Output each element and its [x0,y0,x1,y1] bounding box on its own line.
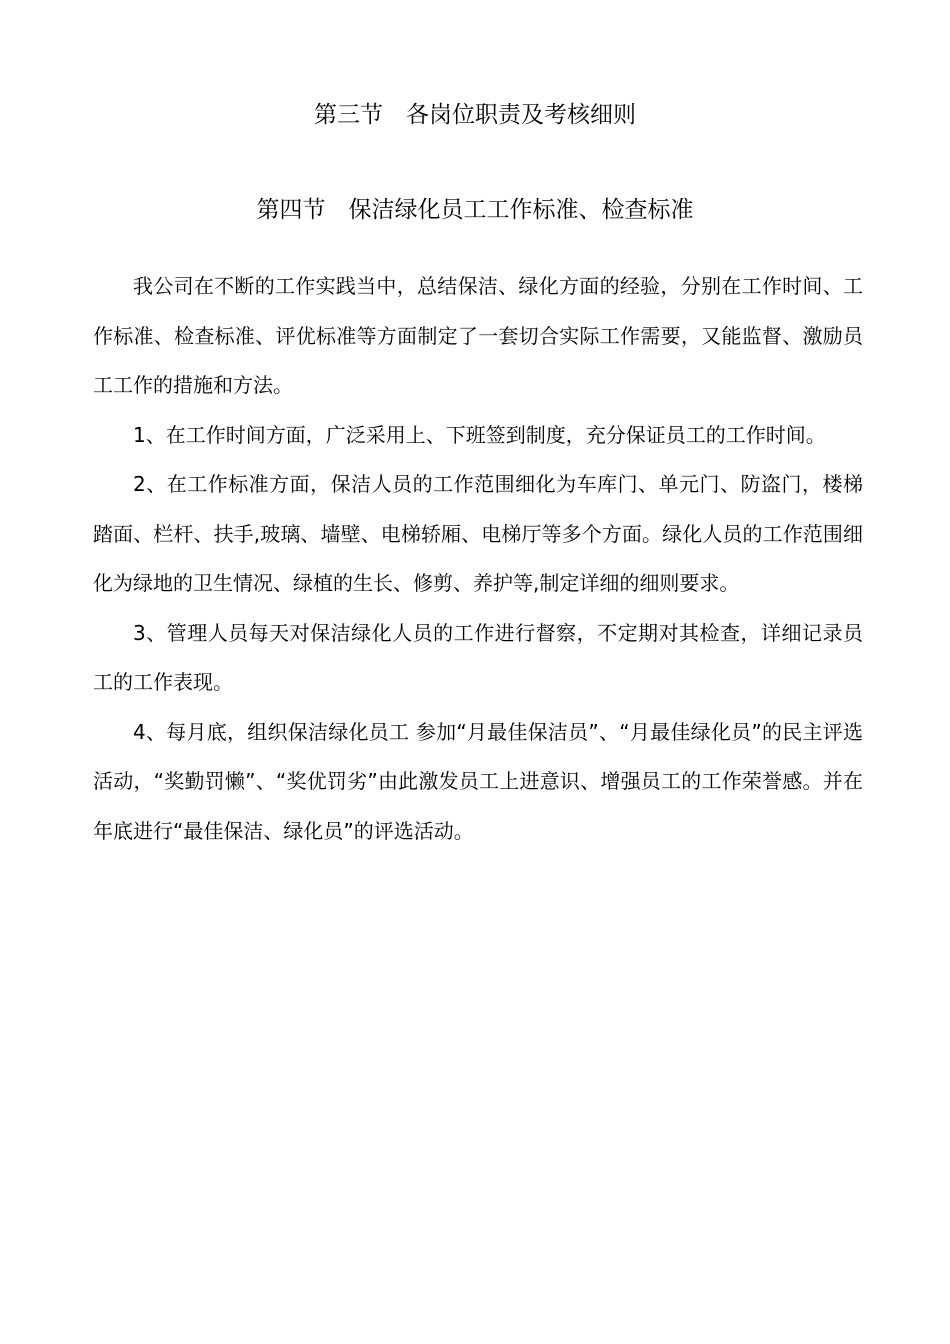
paragraph-4-evaluation: 4、每月底，组织保洁绿化员工 参加“月最佳保洁员”、“月最佳绿化员”的民主评选活动，“奖勤罚懒”、“奖优罚劣”由此激发员工上进意识、增强员工的工作荣誉感。并在年底进行“最佳保洁、绿化员”的评选活动。 [93,719,863,843]
paragraph-1-work-time: 1、在工作时间方面，广泛采用上、下班签到制度，充分保证员工的工作时间。 [133,422,826,447]
paragraph-3-supervision: 3、管理人员每天对保洁绿化人员的工作进行督察，不定期对其检查，详细记录员工的工作表现。 [93,620,863,694]
intro-paragraph: 我公司在不断的工作实践当中，总结保洁、绿化方面的经验，分别在工作时间、工作标准、检查标准、评优标准等方面制定了一套切合实际工作需要，又能监督、激励员工工作的措施和方法。 [93,274,863,397]
section-3-title: 第三节 各岗位职责及考核细则 [314,102,636,128]
body-text [93,262,863,856]
section-4-title: 第四节 保洁绿化员工工作标准、检查标准 [256,197,694,223]
paragraph-2-work-standard: 2、在工作标准方面，保洁人员的工作范围细化为车库门、单元门、防盗门，楼梯踏面、栏杆、扶手,玻璃、墙壁、电梯轿厢、电梯厅等多个方面。绿化人员的工作范围细化为绿地的卫生情况、绿植的生长、修剪、养护等,制定详细的细则要求。 [93,472,863,595]
